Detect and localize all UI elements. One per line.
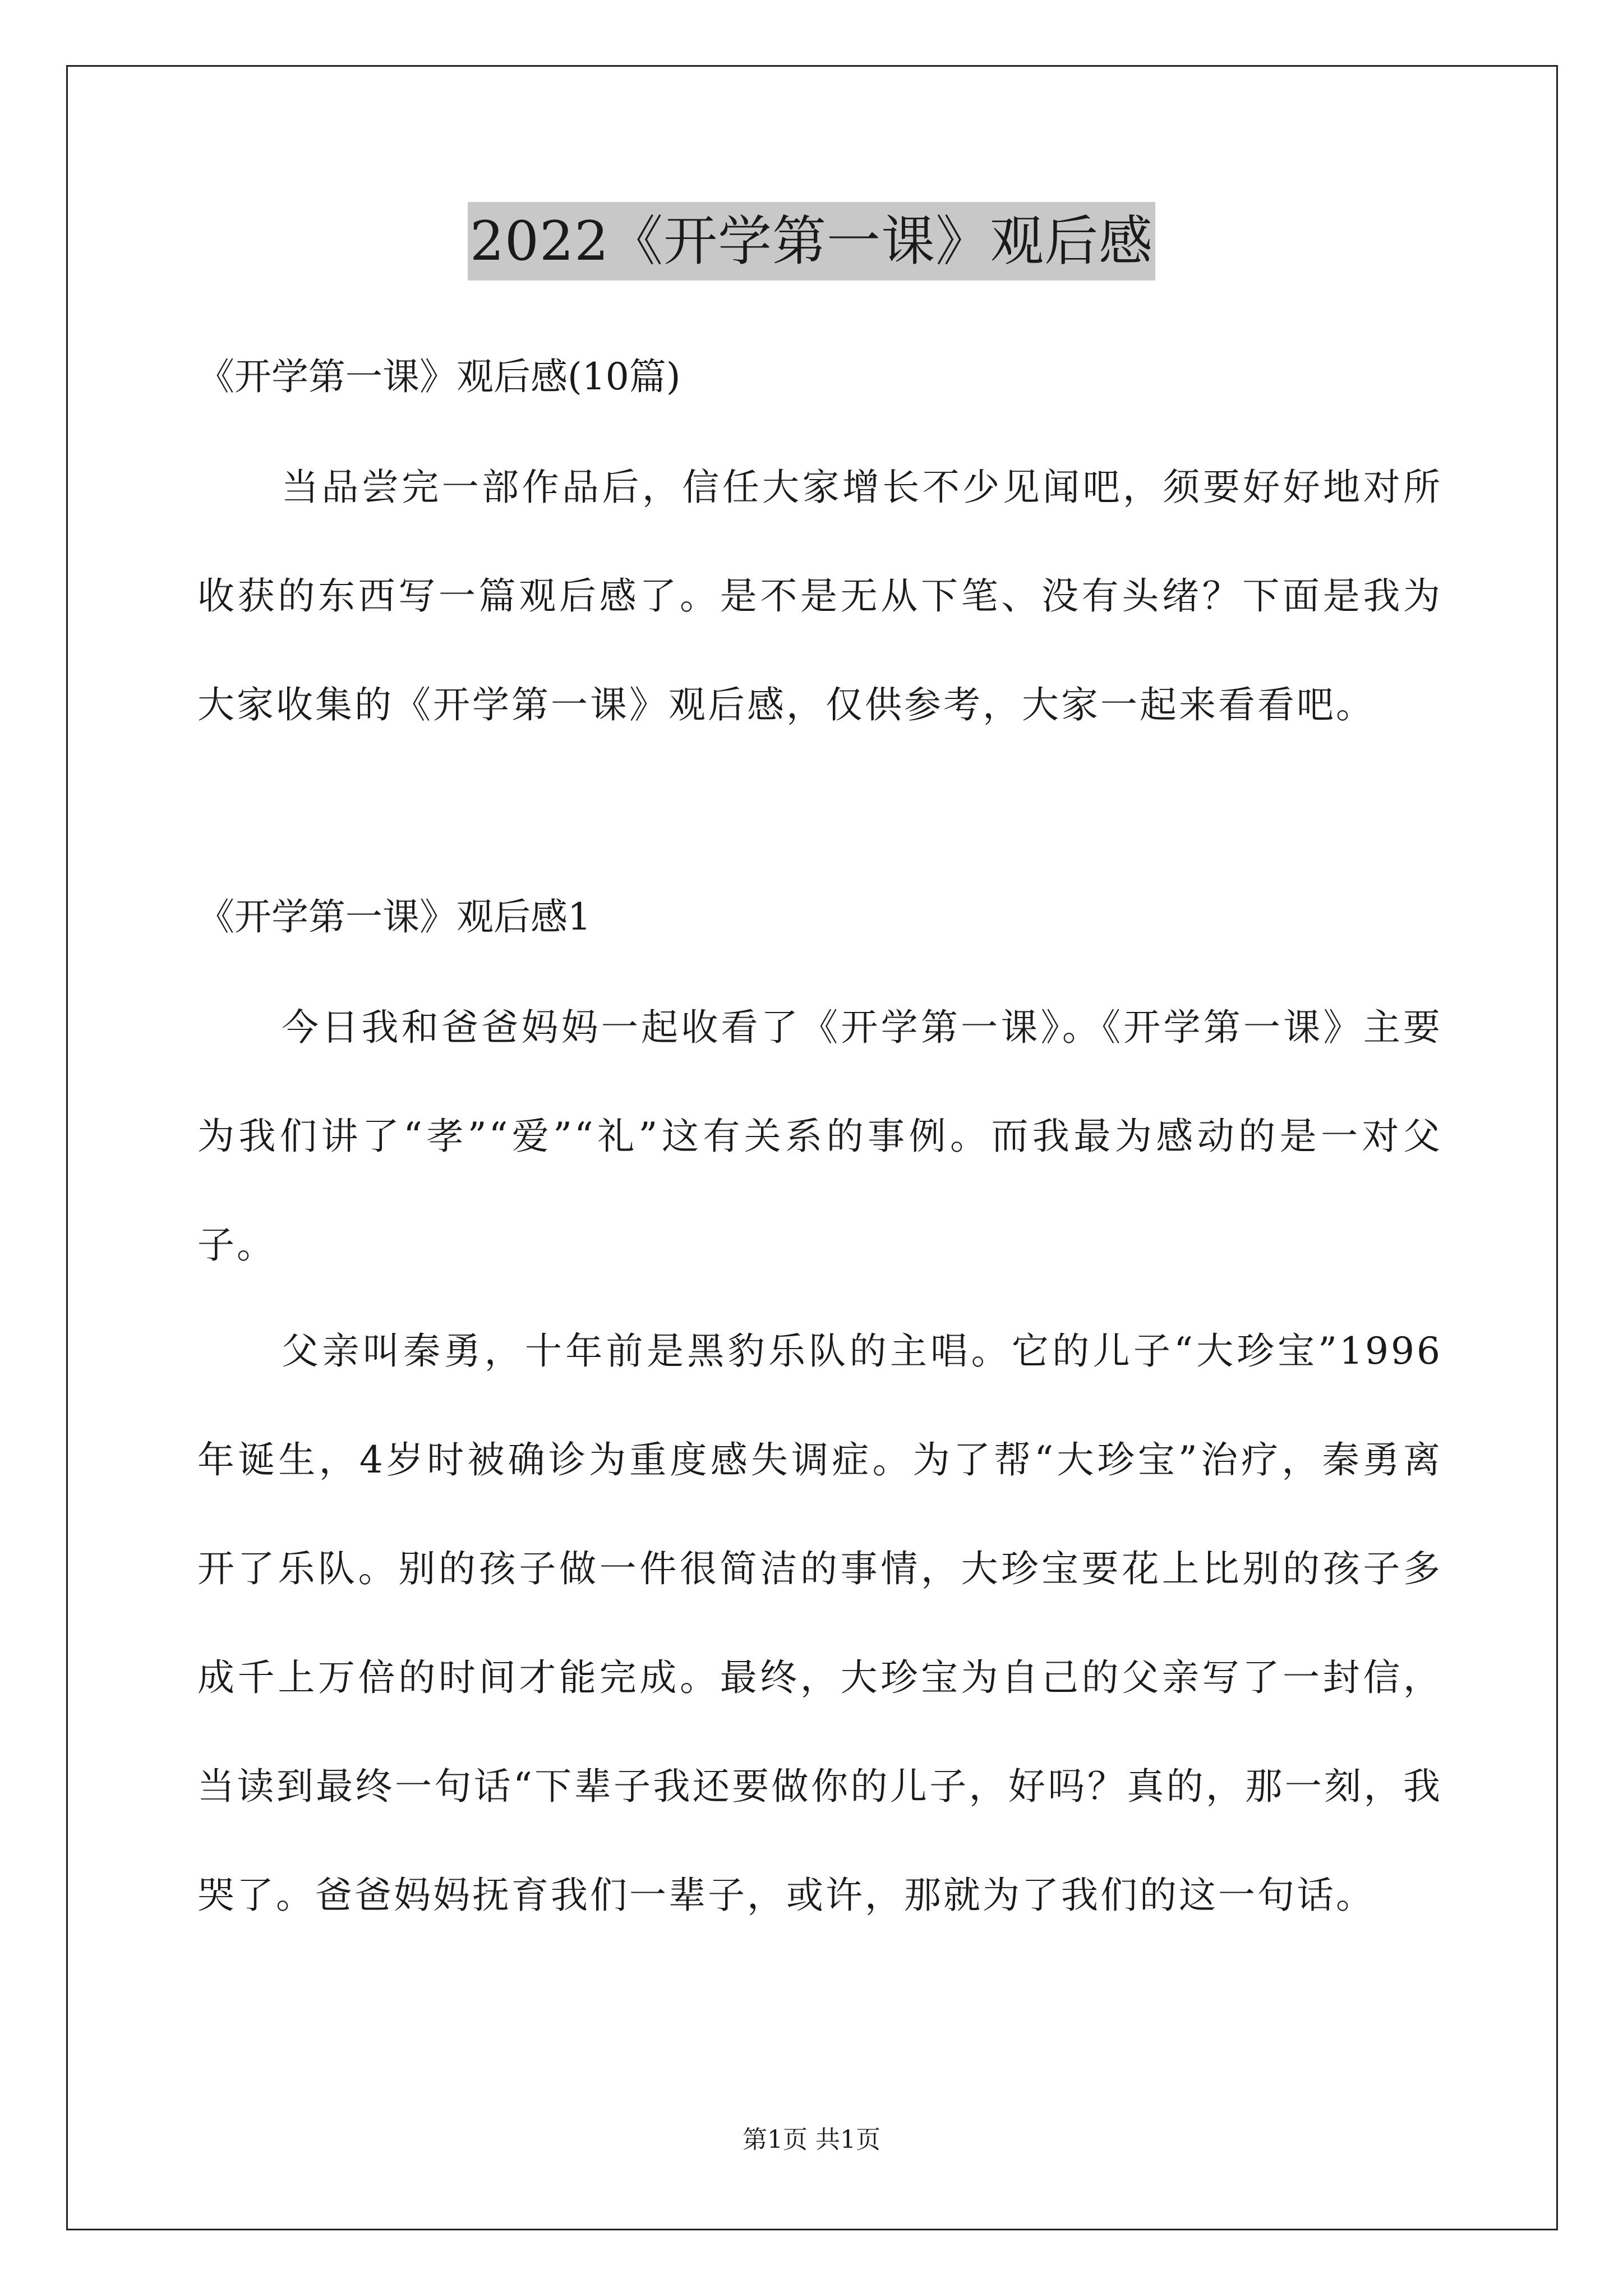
page-footer: 第1页 共1页 <box>743 2125 880 2154</box>
section-1-heading: 《开学第一课》观后感1 <box>197 895 591 938</box>
title-block <box>0 202 1623 280</box>
intro-paragraph: 当品尝完一部作品后，信任大家增长不少见闻吧，须要好好地对所收获的东西写一篇观后感了。是不是无从下笔、没有头绪？下面是我为大家收集的《开学第一课》观后感，仅供参考，大家一起来看看吧。 <box>197 466 1442 726</box>
document-title: 2022《开学第一课》观后感 <box>468 202 1155 280</box>
section-1-paragraph-1: 今日我和爸爸妈妈一起收看了《开学第一课》。《开学第一课》主要为我们讲了“孝”“爱”“礼”这有关系的事例。而我最为感动的是一对父子。 <box>197 1006 1442 1267</box>
document-subtitle: 《开学第一课》观后感(10篇) <box>197 355 681 398</box>
section-1-paragraph-2: 父亲叫秦勇，十年前是黑豹乐队的主唱。它的儿子“大珍宝”1996年诞生，4岁时被确诊为重度感失调症。为了帮“大珍宝”治疗，秦勇离开了乐队。别的孩子做一件很简洁的事情，大珍宝要花上比别的孩子多成千上万倍的时间才能完成。最终，大珍宝为自己的父亲写了一封信，当读到最终一句话“下辈子我还要做你的儿子，好吗？真的，那一刻，我哭了。爸爸妈妈抚育我们一辈子，或许，那就为了我们的这一句话。 <box>197 1329 1442 1917</box>
